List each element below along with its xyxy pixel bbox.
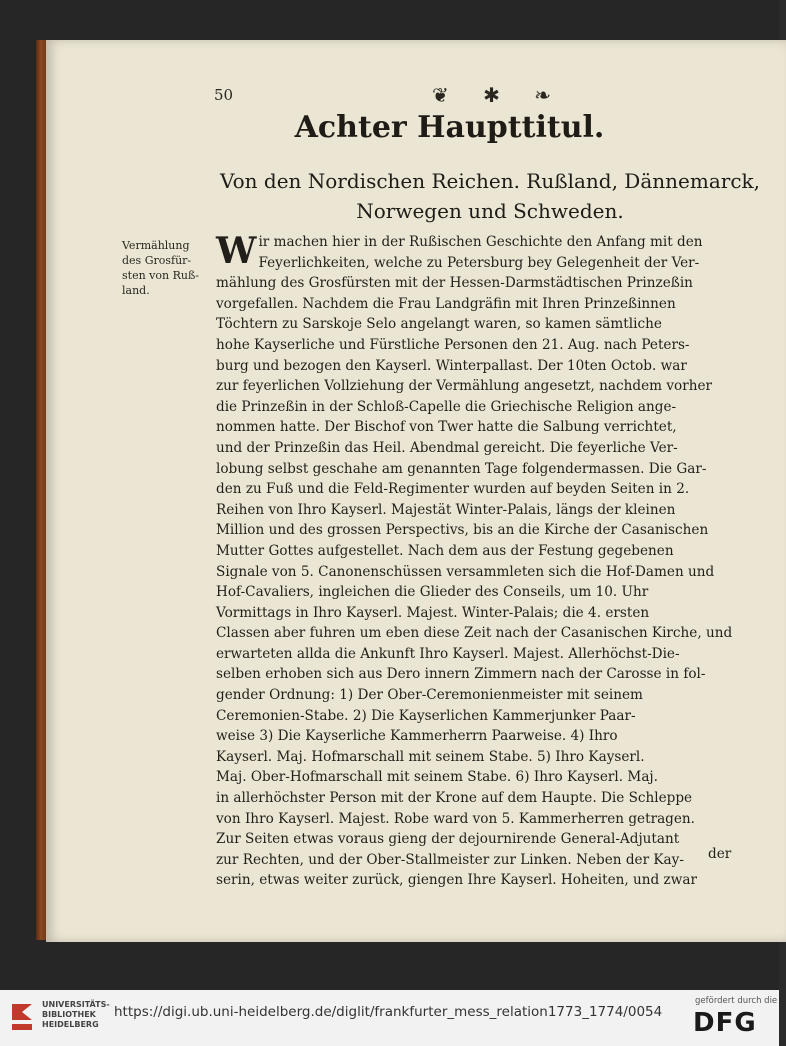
text-line: und der Prinzeßin das Heil. Abendmal gereicht. Die feyerliche Ver- <box>216 439 678 456</box>
text-line: Hof-Cavaliers, ingleichen die Glieder des Conseils, um 10. Uhr <box>216 584 649 601</box>
funded-by-label: gefördert durch die <box>695 996 778 1006</box>
text-line: Feyerlichkeiten, welche zu Petersburg bey Gelegenheit der Ver- <box>258 254 700 271</box>
dfg-logo[interactable]: DFG <box>693 1008 757 1038</box>
text-line: erwarteten allda die Ankunft Ihro Kayserl. Majest. Allerhöchst-Die- <box>216 645 680 662</box>
text-line: burg und bezogen den Kayserl. Winterpallast. Der 10ten Octob. war <box>216 357 687 374</box>
text-line: mählung des Grosfürsten mit der Hessen-Darmstädtischen Prinzeßin <box>216 275 693 292</box>
library-logo-icon[interactable] <box>8 998 36 1036</box>
text-line: Reihen von Ihro Kayserl. Majestät Winter-Palais, längs der kleinen <box>216 501 676 518</box>
text-line: nommen hatte. Der Bischof von Twer hatte die Salbung verrichtet, <box>216 419 677 436</box>
catchword: der <box>708 846 732 862</box>
margin-note <box>122 238 212 298</box>
text-line: gender Ordnung: 1) Der Ober-Ceremonienmeister mit seinem <box>216 687 643 704</box>
margin-note-line: Vermählung <box>122 239 190 252</box>
page-number: 50 <box>214 86 234 104</box>
text-line: Töchtern zu Sarskoje Selo angelangt waren, so kamen sämtliche <box>216 316 662 333</box>
drop-cap: W <box>216 230 257 272</box>
subtitle-line: Von den Nordischen Reichen. Rußland, Dännemarck, <box>220 169 760 193</box>
text-line: Classen aber fuhren um eben diese Zeit nach der Casanischen Kirche, und <box>216 625 733 642</box>
chapter-subtitle <box>220 166 760 226</box>
text-line: Million und des grossen Perspectivs, bis an die Kirche der Casanischen <box>216 522 709 539</box>
margin-note-line: des Grosfür- <box>122 254 192 267</box>
text-line: Signale von 5. Canonenschüssen versammleten sich die Hof-Damen und <box>216 563 715 580</box>
margin-note-line: land. <box>122 284 150 297</box>
margin-note-line: sten von Ruß- <box>122 269 200 282</box>
text-line: Wir machen hier in der Rußischen Geschichte den Anfang mit den <box>216 230 703 272</box>
body-text <box>216 232 756 891</box>
text-line: Maj. Ober-Hofmarschall mit seinem Stabe. 6) Ihro Kayserl. Maj. <box>216 769 658 786</box>
text-line: Ceremonien-Stabe. 2) Die Kayserlichen Kammerjunker Paar- <box>216 707 636 724</box>
subtitle-line: Norwegen und Schweden. <box>356 199 624 223</box>
permalink-url[interactable]: https://digi.ub.uni-heidelberg.de/diglit/frankfurter_mess_relation1773_1774/0054 <box>114 1004 663 1020</box>
library-name[interactable]: UNIVERSITÄTS- BIBLIOTHEK HEIDELBERG <box>42 1000 110 1029</box>
text-line: lobung selbst geschahe am genannten Tage folgendermassen. Die Gar- <box>216 460 707 477</box>
text-line: serin, etwas weiter zurück, giengen Ihre Kayserl. Hoheiten, und zwar <box>216 872 697 889</box>
text-line: die Prinzeßin in der Schloß-Capelle die Griechische Religion ange- <box>216 398 677 415</box>
text-line: zur Rechten, und der Ober-Stallmeister zur Linken. Neben der Kay- <box>216 851 684 868</box>
text-line: Mutter Gottes aufgestellet. Nach dem aus der Festung gegebenen <box>216 542 674 559</box>
text-line: von Ihro Kayserl. Majest. Robe ward von 5. Kammerherren getragen. <box>216 810 695 827</box>
text-line: Zur Seiten etwas voraus gieng der dejournirende General-Adjutant <box>216 831 680 848</box>
text-line: weise 3) Die Kayserliche Kammerherrn Paarweise. 4) Ihro <box>216 728 618 745</box>
text-line: den zu Fuß und die Feld-Regimenter wurden auf beyden Seiten in 2. <box>216 481 690 498</box>
text-line: zur feyerlichen Vollziehung der Vermählung angesetzt, nachdem vorher <box>216 378 713 395</box>
text-line: Vormittags in Ihro Kayserl. Majest. Winter-Palais; die 4. ersten <box>216 604 650 621</box>
chapter-title: Achter Haupttitul. <box>294 110 605 145</box>
text-line: hohe Kayserliche und Fürstliche Personen den 21. Aug. nach Peters- <box>216 336 690 353</box>
ornament-icon: ❦ ✱ ❧ <box>432 83 565 107</box>
text-line: in allerhöchster Person mit der Krone auf dem Haupte. Die Schleppe <box>216 790 693 807</box>
text-line: Kayserl. Maj. Hofmarschall mit seinem Stabe. 5) Ihro Kayserl. <box>216 748 645 765</box>
footer-bar <box>0 990 779 1046</box>
text-line: vorgefallen. Nachdem die Frau Landgräfin mit Ihren Prinzeßinnen <box>216 295 676 312</box>
text-line: selben erhoben sich aus Dero innern Zimmern nach der Carosse in fol- <box>216 666 706 683</box>
